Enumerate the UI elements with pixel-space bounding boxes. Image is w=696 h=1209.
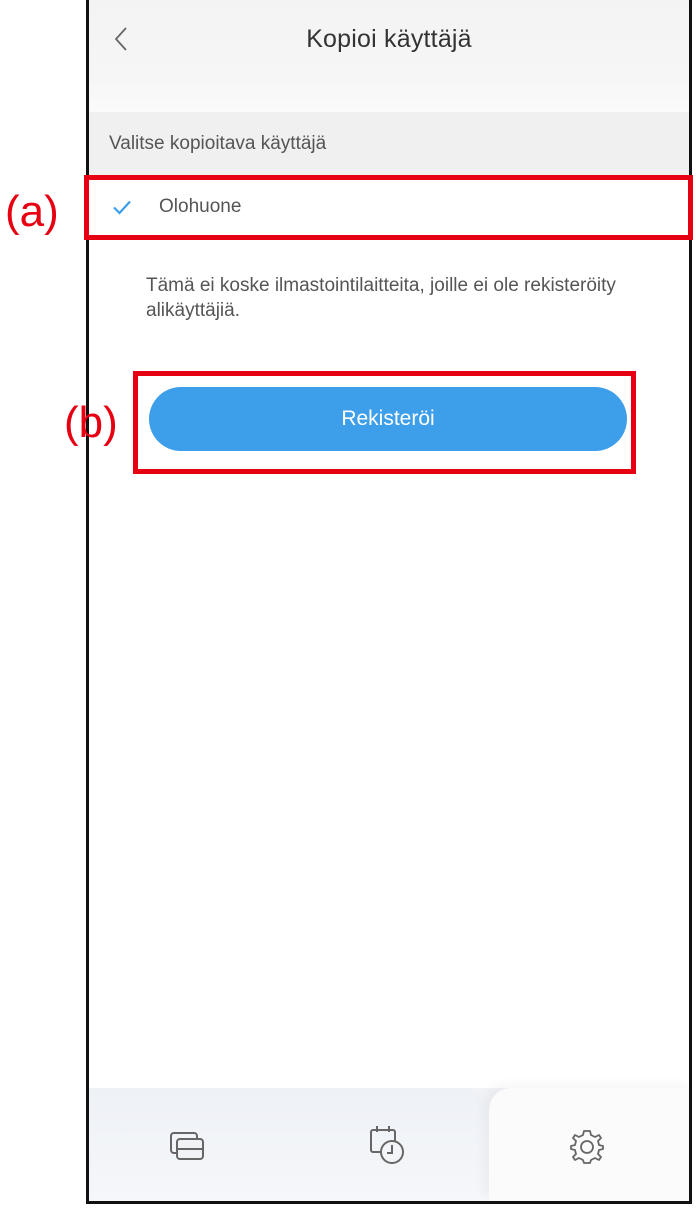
gear-icon [568,1127,606,1165]
register-button[interactable]: Rekisteröi [149,387,627,451]
tab-devices[interactable] [157,1116,217,1176]
top-bar [89,0,689,112]
section-header: Valitse kopioitava käyttäjä [89,112,689,176]
annotation-label-b: (b) [64,398,118,447]
tab-bar-inactive-area [89,1088,489,1201]
annotation-box-a [84,175,693,240]
info-text: Tämä ei koske ilmastointilaitteita, joille ei ole rekisteröity alikäyttäjiä. [146,275,616,321]
schedule-icon [365,1124,409,1168]
page-title: Kopioi käyttäjä [306,25,472,53]
bottom-tab-bar [89,1088,689,1201]
tab-settings[interactable] [557,1116,617,1176]
annotation-box-b [133,371,636,474]
user-label: Olohuone [159,196,242,217]
tab-schedule[interactable] [357,1116,417,1176]
devices-icon [167,1129,207,1163]
annotation-label-a: (a) [5,187,59,236]
